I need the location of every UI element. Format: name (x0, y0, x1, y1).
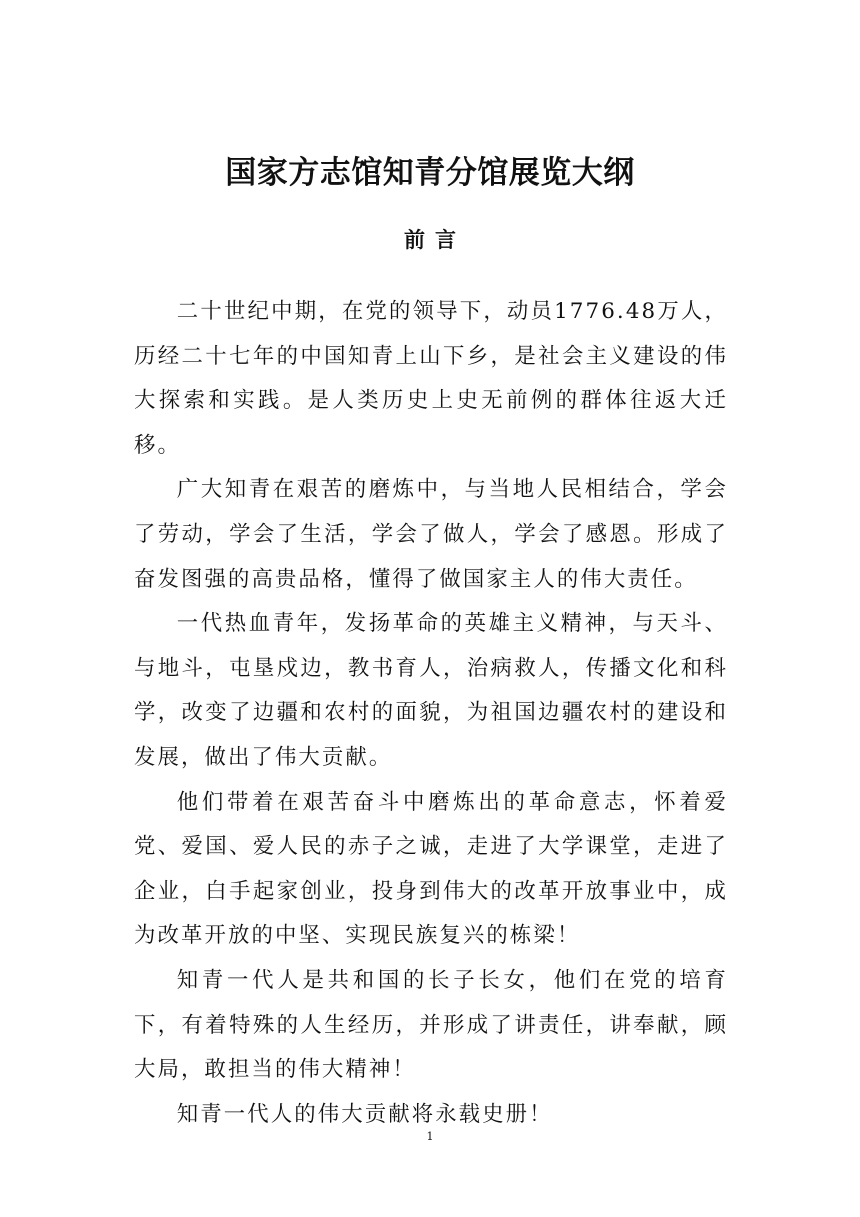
paragraph: 一代热血青年，发扬革命的英雄主义精神，与天斗、与地斗，屯垦戍边，教书育人，治病救人，传播文化和科学，改变了边疆和农村的面貌，为祖国边疆农村的建设和发展，做出了伟大贡献。 (134, 611, 728, 770)
section-heading-preface: 前言 (404, 228, 466, 252)
paragraph: 广大知青在艰苦的磨炼中，与当地人民相结合，学会了劳动，学会了生活，学会了做人，学会了感恩。形成了奋发图强的高贵品格，懂得了做国家主人的伟大责任。 (134, 477, 728, 592)
paragraph: 他们带着在艰苦奋斗中磨炼出的革命意志，怀着爱党、爱国、爱人民的赤子之诚，走进了大学课堂，走进了企业，白手起家创业，投身到伟大的改革开放事业中，成为改革开放的中坚、实现民族复兴的栋梁！ (134, 789, 728, 949)
preface-body (134, 290, 728, 1137)
paragraph: 知青一代人的伟大贡献将永载史册！ (176, 1101, 553, 1127)
page-number: 1 (426, 1130, 434, 1143)
paragraph: 二十世纪中期，在党的领导下，动员1776.48万人，历经二十七年的中国知青上山下乡，是社会主义建设的伟大探索和实践。是人类历史上史无前例的群体往返大迁移。 (134, 299, 728, 458)
document-title: 国家方志馆知青分馆展览大纲 (225, 155, 635, 191)
paragraph: 知青一代人是共和国的长子长女，他们在党的培育下，有着特殊的人生经历，并形成了讲责任，讲奉献，顾大局，敢担当的伟大精神！ (134, 967, 728, 1083)
